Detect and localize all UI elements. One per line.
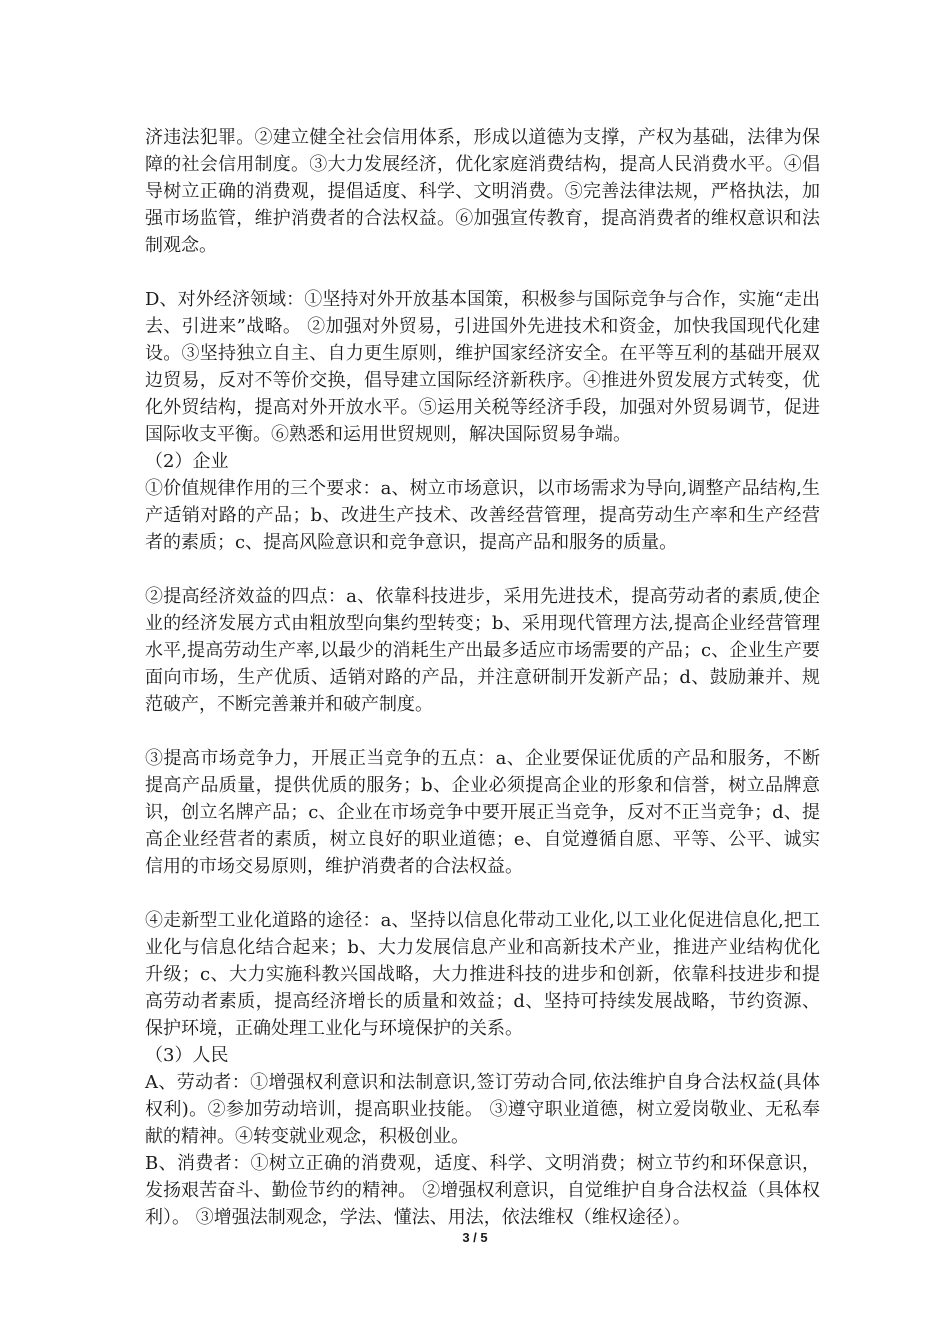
paragraph-economic-efficiency: ②提高经济效益的四点：a、依靠科技进步，采用先进技术，提高劳动者的素质,使企业的经济发展方式由粗放型向集约型转变；b、采用现代管理方法,提高企业经营管理水平,提高劳动生产率,以最少的消耗生产出最多适应市场需要的产品；c、企业生产要面向市场，生产优质、适销对路的产品，并注意研制开发新产品；d、鼓励兼并、规范破产，不断完善兼并和破产制度。	[145, 586, 820, 715]
paragraph-workers: A、劳动者：①增强权利意识和法制意识,签订劳动合同,依法维护自身合法权益(具体权利)。②参加劳动培训，提高职业技能。 ③遵守职业道德，树立爱岗敬业、无私奉献的精神。④转变就业观念，积极创业。	[145, 1072, 820, 1147]
page-number: 3 / 5	[462, 1230, 488, 1245]
paragraph-industrialization: ④走新型工业化道路的途径：a、坚持以信息化带动工业化,以工业化促进信息化,把工业化与信息化结合起来；b、大力发展信息产业和高新技术产业，推进产业结构优化升级；c、大力实施科教兴国战略，大力推进科技的进步和创新，依靠科技进步和提高劳动者素质，提高经济增长的质量和效益；d、坚持可持续发展战略，节约资源、保护环境，正确处理工业化与环境保护的关系。	[145, 910, 820, 1039]
section-heading-people: （3）人民	[145, 1045, 229, 1066]
paragraph-foreign-economy: D、对外经济领域：①坚持对外开放基本国策，积极参与国际竞争与合作，实施“走出去、引进来”战略。 ②加强对外贸易，引进国外先进技术和资金，加快我国现代化建设。③坚持独立自主、自力更生原则，维护国家经济安全。在平等互利的基础开展双边贸易，反对不等价交换，倡导建立国际经济新秩序。④推进外贸发展方式转变，优化外贸结构，提高对外开放水平。⑤运用关税等经济手段，加强对外贸易调节，促进国际收支平衡。⑥熟悉和运用世贸规则，解决国际贸易争端。	[145, 289, 820, 445]
paragraph-consumption-measures: 济违法犯罪。②建立健全社会信用体系，形成以道德为支撑，产权为基础，法律为保障的社会信用制度。③大力发展经济，优化家庭消费结构，提高人民消费水平。④倡导树立正确的消费观，提倡适度、科学、文明消费。⑤完善法律法规，严格执法，加强市场监管，维护消费者的合法权益。⑥加强宣传教育，提高消费者的维权意识和法制观念。	[145, 127, 820, 256]
document-body	[145, 124, 820, 1231]
paragraph-market-competition: ③提高市场竞争力，开展正当竞争的五点：a、企业要保证优质的产品和服务，不断提高产品质量，提供优质的服务；b、企业必须提高企业的形象和信誉，树立品牌意识，创立名牌产品；c、企业在市场竞争中要开展正当竞争，反对不正当竞争；d、提高企业经营者的素质，树立良好的职业道德；e、自觉遵循自愿、平等、公平、诚实信用的市场交易原则，维护消费者的合法权益。	[145, 748, 820, 877]
paragraph-consumers: B、消费者：①树立正确的消费观，适度、科学、文明消费；树立节约和环保意识，发扬艰苦奋斗、勤俭节约的精神。 ②增强权利意识，自觉维护自身合法权益（具体权利）。 ③增强法制观念，学法、懂法、用法，依法维权（维权途径）。	[145, 1153, 820, 1228]
paragraph-value-law: ①价值规律作用的三个要求：a、树立市场意识，以市场需求为导向,调整产品结构,生产适销对路的产品；b、改进生产技术、改善经营管理，提高劳动生产率和生产经营者的素质；c、提高风险意识和竞争意识，提高产品和服务的质量。	[145, 478, 820, 553]
section-heading-enterprise: （2）企业	[145, 451, 229, 472]
